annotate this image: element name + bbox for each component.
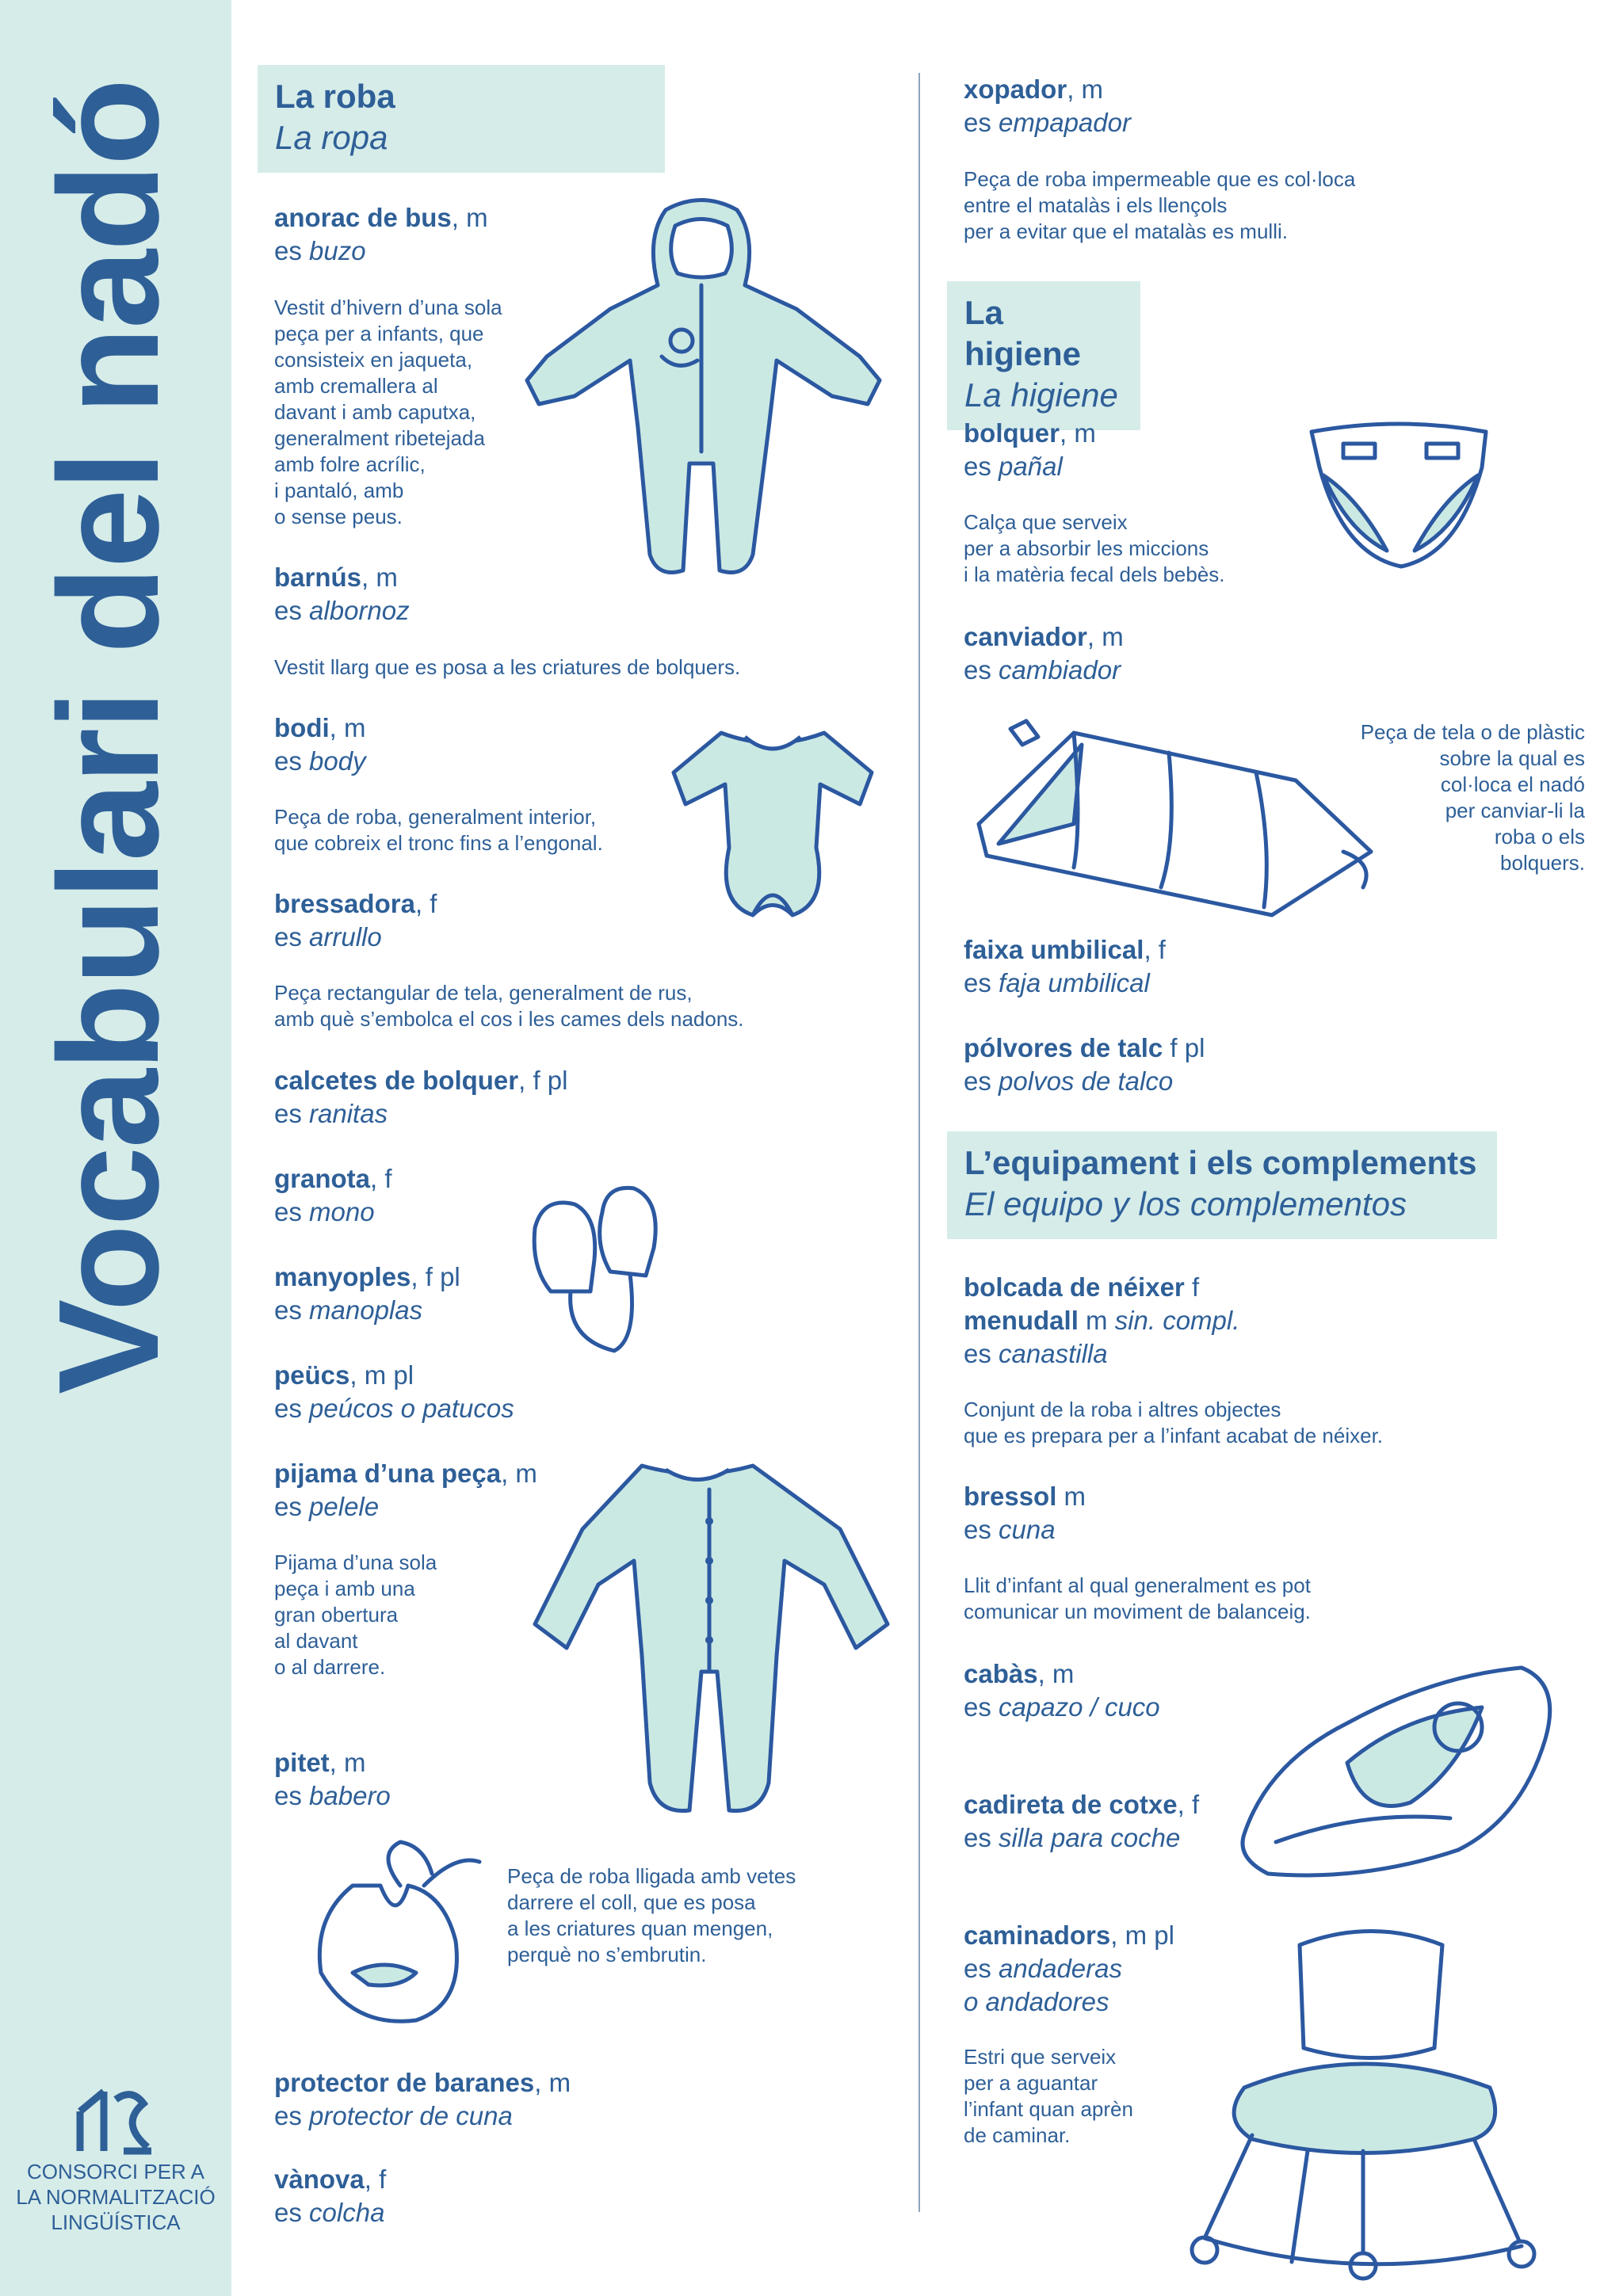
snowsuit-illustration	[507, 190, 896, 586]
es-prefix: es	[964, 968, 999, 997]
def-line: amb cremallera al	[274, 374, 438, 398]
definition-bressadora	[274, 980, 744, 1032]
section-title-ca: L’equipament i els complements	[964, 1144, 1477, 1181]
es-prefix: es	[274, 1781, 310, 1810]
translation: pañal	[999, 452, 1063, 481]
def-line: Llit d’infant al qual generalment es pot	[964, 1573, 1311, 1597]
es-prefix: es	[274, 1492, 310, 1521]
translation: ranitas	[309, 1099, 388, 1128]
gram: f	[1184, 1272, 1200, 1302]
changing-mat-illustration	[963, 705, 1383, 927]
def-line: Peça rectangular de tela, generalment de rus,	[274, 981, 693, 1005]
translation: arrullo	[309, 922, 382, 952]
sidebar-panel	[0, 0, 231, 2296]
es-prefix: es	[964, 1066, 999, 1096]
gram: , f	[1144, 935, 1166, 964]
term: protector de baranes	[274, 2068, 535, 2097]
translation: colcha	[309, 2198, 385, 2227]
def-line: l’infant quan aprèn	[964, 2097, 1133, 2121]
section-header-equipament	[947, 1131, 1497, 1239]
term: vànova	[274, 2164, 365, 2194]
def-line: bolquers.	[1500, 851, 1585, 875]
def-line: per a evitar que el matalàs es mulli.	[964, 219, 1288, 243]
es-prefix: es	[274, 596, 310, 625]
def-line: que cobreix el tronc fins a l’engonal.	[274, 831, 603, 855]
def-line: Peça de tela o de plàstic	[1360, 720, 1585, 744]
term: calcetes de bolquer	[274, 1066, 519, 1095]
entry-protector	[274, 2066, 571, 2133]
entry-pijama	[274, 1457, 537, 1524]
consorci-logo	[16, 2084, 216, 2235]
es-prefix: es	[964, 1339, 999, 1368]
translation: faja umbilical	[999, 968, 1150, 997]
def-line: al davant	[274, 1629, 358, 1653]
entry-calcetes	[274, 1064, 567, 1131]
es-prefix: es	[964, 1692, 999, 1722]
translation: silla para coche	[999, 1823, 1181, 1852]
translation: protector de cuna	[309, 2101, 513, 2130]
logo-line-2: LA NORMALITZACIÓ	[16, 2185, 216, 2209]
def-line: peça per a infants, que	[274, 322, 484, 345]
synonym-note: sin. compl.	[1114, 1306, 1240, 1335]
def-line: entre el matalàs i els llençols	[964, 193, 1228, 217]
term: cabàs	[964, 1659, 1038, 1688]
term-2: menudall	[964, 1306, 1079, 1335]
gram: , f	[370, 1164, 392, 1193]
car-seat-illustration	[1220, 1652, 1569, 1890]
entry-barnus	[274, 561, 410, 627]
entry-bressol	[964, 1480, 1086, 1547]
entry-xopador	[964, 73, 1131, 139]
mittens-illustration	[519, 1180, 678, 1371]
gram: , m	[501, 1459, 537, 1488]
es-prefix: es	[964, 452, 999, 481]
def-line: Vestit d’hivern d’una sola	[274, 296, 502, 319]
def-line: darrere el coll, que es posa	[507, 1890, 756, 1914]
entry-caminadors	[964, 1919, 1174, 2019]
def-line: amb què s’embolca el cos i les cames dels nadons.	[274, 1007, 744, 1031]
def-line: Calça que serveix	[964, 510, 1128, 534]
es-prefix: es	[274, 236, 310, 265]
definition-bolcada	[964, 1397, 1383, 1449]
gram: , f pl	[518, 1066, 568, 1095]
term: caminadors	[964, 1920, 1111, 1950]
translation: cambiador	[999, 655, 1121, 685]
section-title-es: La higiene	[964, 376, 1118, 414]
entry-vanova	[274, 2163, 386, 2229]
gram: , m	[1060, 418, 1096, 448]
entry-bressadora	[274, 887, 437, 954]
section-title-ca: La roba	[275, 78, 395, 115]
diaper-illustration	[1300, 412, 1502, 578]
gram: f pl	[1163, 1033, 1205, 1062]
section-header-higiene	[947, 281, 1140, 430]
def-line: Conjunt de la roba i altres objectes	[964, 1398, 1281, 1421]
def-line: o sense peus.	[274, 505, 403, 528]
entry-pitet	[274, 1746, 391, 1813]
term: cadireta de cotxe	[964, 1790, 1178, 1819]
gram: , m	[329, 1748, 366, 1777]
translation: andaderas	[999, 1954, 1122, 1983]
term: bolquer	[964, 418, 1060, 448]
term: manyoples	[274, 1262, 411, 1291]
translation: mono	[309, 1197, 375, 1226]
term: faixa umbilical	[964, 935, 1144, 964]
es-prefix: es	[274, 2101, 310, 2130]
definition-pijama	[274, 1550, 437, 1680]
logo-line-1: CONSORCI PER A	[27, 2160, 204, 2183]
def-line: Estri que serveix	[964, 2045, 1117, 2069]
def-line: comunicar un moviment de balanceig.	[964, 1600, 1311, 1623]
def-line: que es prepara per a l’infant acabat de néixer.	[964, 1424, 1384, 1447]
gram: , m pl	[349, 1360, 414, 1390]
def-line: Peça de roba, generalment interior,	[274, 805, 597, 829]
section-title-ca: La higiene	[964, 294, 1082, 372]
translation: cuna	[999, 1515, 1056, 1544]
es-prefix: es	[274, 922, 310, 952]
page-title: Vocabulari del nadó	[29, 80, 189, 1394]
es-prefix: es	[274, 746, 310, 776]
section-title-es: La ropa	[275, 119, 388, 156]
gram: m	[1056, 1482, 1086, 1511]
entry-bolquer	[964, 417, 1096, 483]
section-header-roba	[258, 65, 665, 173]
translation: empapador	[999, 108, 1131, 137]
definition-anorac	[274, 295, 502, 530]
es-prefix: es	[274, 1295, 310, 1325]
gram-2: m	[1078, 1306, 1115, 1335]
gram: , m	[1086, 622, 1124, 651]
es-prefix: es	[274, 1197, 310, 1226]
entry-anorac	[274, 201, 488, 268]
entry-bodi	[274, 711, 366, 778]
def-line: amb folre acrílic,	[274, 452, 426, 476]
sleepsuit-illustration	[523, 1450, 903, 1822]
gram: , m	[361, 563, 398, 592]
term: bolcada de néixer	[964, 1272, 1185, 1302]
entry-peucs	[274, 1359, 514, 1425]
translation: body	[309, 746, 366, 776]
gram: , f	[1177, 1790, 1200, 1819]
section-title-es: El equipo y los complementos	[964, 1185, 1407, 1222]
def-line: o al darrere.	[274, 1655, 386, 1679]
translation: albornoz	[309, 596, 410, 625]
def-line: generalment ribetejada	[274, 426, 485, 450]
translation-2: o andadores	[964, 1987, 1109, 2016]
def-line: col·loca el nadó	[1440, 772, 1585, 796]
def-line: i pantaló, amb	[274, 479, 404, 502]
gram: , f pl	[411, 1262, 460, 1291]
term: bodi	[274, 713, 330, 742]
term: pitet	[274, 1748, 330, 1777]
entry-granota	[274, 1162, 392, 1229]
def-line: per a absorbir les miccions	[964, 536, 1209, 560]
translation: manoplas	[309, 1295, 423, 1325]
definition-bolquer	[964, 509, 1225, 588]
definition-bressol	[964, 1573, 1311, 1625]
gram: , m	[1037, 1659, 1075, 1688]
column-divider	[918, 73, 920, 2212]
entry-cadireta	[964, 1788, 1199, 1855]
es-prefix: es	[274, 2198, 310, 2227]
translation: buzo	[309, 236, 366, 265]
gram: , m pl	[1110, 1920, 1174, 1950]
def-line: per a aguantar	[964, 2071, 1098, 2095]
translation: pelele	[309, 1492, 380, 1521]
def-line: per canviar-li la	[1445, 799, 1585, 822]
def-line: roba o els	[1494, 825, 1585, 849]
def-line: davant i amb caputxa,	[274, 400, 476, 424]
def-line: consisteix en jaqueta,	[274, 348, 473, 372]
term: canviador	[964, 622, 1087, 651]
gram: , m	[534, 2068, 571, 2097]
gram: , f	[364, 2164, 387, 2194]
def-line: a les criatures quan mengen,	[507, 1917, 773, 1940]
entry-manyoples	[274, 1261, 460, 1327]
translation: canastilla	[999, 1339, 1108, 1368]
term: pólvores de talc	[964, 1033, 1163, 1062]
gram: , m	[1067, 74, 1104, 104]
es-prefix: es	[274, 1394, 310, 1423]
term: barnús	[274, 563, 362, 592]
definition-xopador	[964, 166, 1355, 245]
gram: , f	[414, 889, 437, 918]
es-prefix: es	[274, 1099, 310, 1128]
definition-barnus	[274, 654, 740, 681]
def-line: de caminar.	[964, 2123, 1071, 2147]
term: granota	[274, 1164, 371, 1193]
term: xopador	[964, 74, 1067, 104]
translation: capazo / cuco	[999, 1692, 1160, 1722]
term: bressol	[964, 1482, 1057, 1511]
entry-faixa	[964, 933, 1166, 1000]
es-prefix: es	[964, 108, 999, 137]
baby-walker-illustration	[1173, 1913, 1537, 2286]
definition-caminadors	[964, 2044, 1133, 2149]
consorci-logo-icon	[72, 2084, 159, 2155]
entry-canviador	[964, 620, 1124, 687]
entry-bolcada	[964, 1271, 1239, 1371]
def-line: i la matèria fecal dels bebès.	[964, 563, 1225, 586]
logo-line-3: LINGÜÍSTICA	[51, 2210, 181, 2234]
translation: peúcos o patucos	[309, 1394, 514, 1423]
bib-illustration	[305, 1838, 487, 2036]
es-prefix: es	[964, 1823, 999, 1852]
term: pijama d’una peça	[274, 1459, 502, 1488]
entry-polvores	[964, 1032, 1205, 1098]
def-line: peça i amb una	[274, 1577, 415, 1600]
def-line: gran obertura	[274, 1603, 399, 1627]
definition-bodi	[274, 804, 603, 856]
def-line: Peça de roba impermeable que es col·loca	[964, 167, 1356, 191]
term: anorac de bus	[274, 203, 452, 232]
es-prefix: es	[964, 1515, 999, 1544]
definition-pitet	[507, 1863, 796, 1968]
bodysuit-illustration	[658, 717, 888, 931]
term: bressadora	[274, 889, 415, 918]
def-line: Peça de roba lligada amb vetes	[507, 1864, 796, 1888]
def-line: sobre la qual es	[1439, 746, 1585, 770]
entry-cabas	[964, 1657, 1160, 1724]
def-line: Vestit llarg que es posa a les criatures de bolquers.	[274, 655, 741, 679]
es-prefix: es	[964, 1954, 999, 1983]
gram: , m	[451, 203, 488, 232]
translation: babero	[309, 1781, 391, 1810]
def-line: Pijama d’una sola	[274, 1550, 437, 1574]
term: peücs	[274, 1360, 350, 1390]
gram: , m	[329, 713, 366, 742]
es-prefix: es	[964, 655, 999, 685]
translation: polvos de talco	[999, 1066, 1174, 1096]
def-line: perquè no s’embrutin.	[507, 1943, 707, 1966]
